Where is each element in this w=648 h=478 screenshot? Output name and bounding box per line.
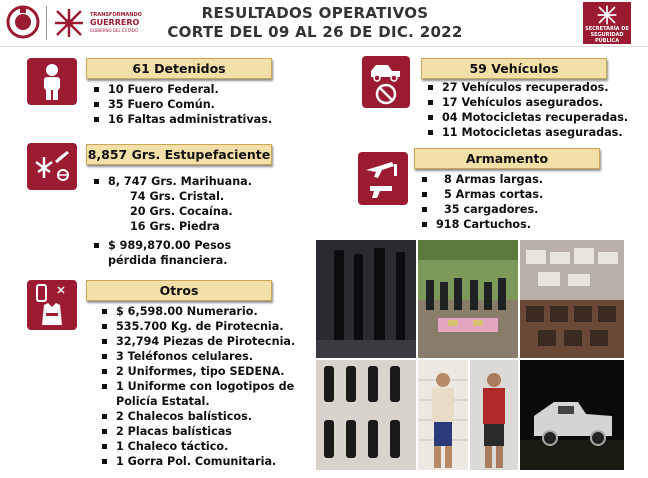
seized-truck-photo <box>520 360 624 470</box>
weapons-icon <box>362 156 404 202</box>
list-item: 16 Grs. Piedra <box>130 220 220 233</box>
list-item: 918 Cartuchos. <box>420 217 543 232</box>
drug-packages-photo <box>520 240 624 358</box>
detainee-photo-2 <box>470 360 518 470</box>
logo-left-sub: GOBIERNO DEL ESTADO <box>90 28 139 33</box>
logo-right-text: SECRETARÍA DE SEGURIDAD PÚBLICA <box>585 26 629 44</box>
magazines-photo <box>316 360 416 470</box>
list-item: 535.700 Kg. de Pirotecnia. <box>100 319 295 334</box>
state-seal-icon <box>6 4 40 40</box>
list-item: 10 Fuero Federal. <box>92 82 272 97</box>
left-logo: TRANSFORMANDO GUERRERO GOBIERNO DEL ESTADO <box>6 4 146 42</box>
other-list <box>100 304 295 469</box>
page-subtitle: CORTE DEL 09 AL 26 DE DIC. 2022 <box>167 23 463 41</box>
financial-loss <box>92 238 231 268</box>
other-header: Otros <box>86 280 272 301</box>
photo-collage <box>314 237 626 473</box>
other-icon-box <box>27 280 77 330</box>
list-item: pérdida financiera. <box>108 254 228 267</box>
page-title: RESULTADOS OPERATIVOS <box>201 4 429 22</box>
guerrero-emblem-icon <box>54 8 84 38</box>
seized-rifles-photo <box>316 240 416 358</box>
list-item: Policía Estatal. <box>116 395 210 408</box>
weapons-header: Armamento <box>414 148 600 169</box>
right-logo <box>583 2 631 44</box>
list-item: 16 Faltas administrativas. <box>92 112 272 127</box>
list-item: 11 Motocicletas aseguradas. <box>426 125 628 140</box>
drugs-icon <box>32 148 72 186</box>
list-item: 1 Chaleco táctico. <box>100 439 295 454</box>
drugs-header: 8,857 Grs. Estupefaciente <box>86 144 272 165</box>
list-item: $ 6,598.00 Numerario. <box>100 304 295 319</box>
vehicles-icon-box <box>362 56 410 108</box>
list-item: 74 Grs. Cristal. <box>130 190 225 203</box>
person-icon <box>37 63 67 101</box>
weapons-icon-box <box>358 152 408 205</box>
list-item: 1 Gorra Pol. Comunitaria. <box>100 454 295 469</box>
vehicles-header: 59 Vehículos <box>421 58 607 79</box>
list-item: 35 Fuero Común. <box>92 97 272 112</box>
no-vehicle-icon <box>366 59 406 105</box>
list-item: 17 Vehículos asegurados. <box>426 95 628 110</box>
list-item: 32,794 Piezas de Pirotecnia. <box>100 334 295 349</box>
vehicles-list <box>426 80 628 140</box>
drugs-icon-box <box>27 143 77 190</box>
list-item: 04 Motocicletas recuperadas. <box>426 110 628 125</box>
logo-left-text: GUERRERO <box>90 18 140 27</box>
list-item: 1 Uniforme con logotipos de <box>100 379 295 394</box>
list-item: 35 cargadores. <box>420 202 543 217</box>
ssp-emblem-icon <box>596 5 618 25</box>
list-item: 3 Teléfonos celulares. <box>100 349 295 364</box>
detainees-header: 61 Detenidos <box>86 58 272 79</box>
list-item: 2 Placas balísticas <box>100 424 295 439</box>
detainees-icon-box <box>27 58 77 105</box>
list-item: 8 Armas largas. <box>420 172 543 187</box>
weapons-list <box>420 172 543 232</box>
list-item: 5 Armas cortas. <box>420 187 543 202</box>
list-item: $ 989,870.00 Pesos <box>92 238 231 253</box>
list-item: 8, 747 Grs. Marihuana. <box>92 174 252 189</box>
detainees-list <box>92 82 272 127</box>
list-item: 2 Uniformes, tipo SEDENA. <box>100 364 295 379</box>
detainee-photo-1 <box>418 360 468 470</box>
list-item: 2 Chalecos balísticos. <box>100 409 295 424</box>
list-item: 20 Grs. Cocaína. <box>130 205 233 218</box>
drugs-list <box>92 174 252 234</box>
vest-phone-icon <box>32 283 72 327</box>
list-item: 27 Vehículos recuperados. <box>426 80 628 95</box>
detainees-group-photo <box>418 240 518 358</box>
